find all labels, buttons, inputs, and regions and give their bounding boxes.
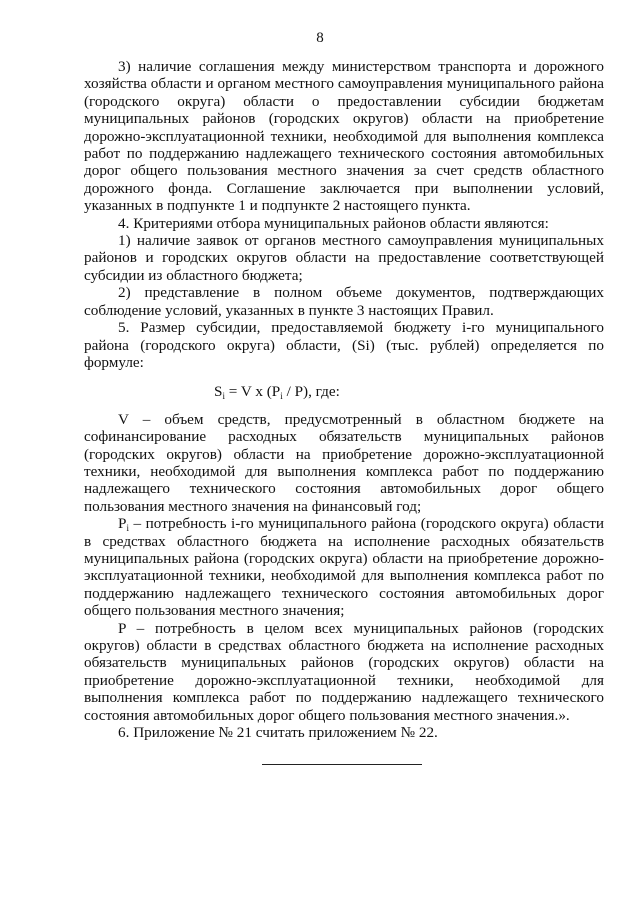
formula-end: / P), где: (282, 383, 340, 401)
paragraph-criteria-1: 1) наличие заявок от органов местного самоуправления муниципальных районов и городских округов области на предоставление соответствующей субсидии из областного бюджета; (84, 232, 604, 284)
formula-middle: = V x (P (224, 383, 281, 401)
definition-p: P – потребность в целом всех муниципальных районов (городских округов) области в средствах областного бюджета на исполнение расходных обязательств муниципальных районов (городских округов) области на приобретение дорожно-эксплуатационной техники, необходимой для выполнения комплекса работ по поддержанию надлежащего технического состояния автомобильных дорог общего пользования местного значения.». (84, 619, 604, 724)
paragraph-3-agreement: 3) наличие соглашения между министерством транспорта и дорожного хозяйства области и органом местного самоуправления муниципального района (городского округа) области о предоставлении субсидии бюджетам муниципальных районов (городских округов) области на приобретение дорожно-эксплуатационной техники, необходимой для выполнения комплекса работ по поддержанию надлежащего технического состояния автомобильных дорог общего пользования местного значения за счет средств областного дорожного фонда. Соглашение заключается при выполнении условий, указанных в подпункте 1 и подпункте 2 настоящего пункта. (84, 58, 604, 215)
subsidy-formula (84, 383, 604, 400)
paragraph-criteria-2: 2) представление в полном объеме документов, подтверждающих соблюдение условий, указанных в пункте 3 настоящих Правил. (84, 284, 604, 319)
definition-pi (84, 515, 604, 619)
definition-pi-text: – потребность i-го муниципального района (городского округа) области в средствах областного бюджета на исполнение расходных обязательств муниципальных района (городских округа) области на приобретение дорожно-эксплуатационной техники, необходимой для выполнения комплекса работ по поддержанию надлежащего технического состояния автомобильных дорог общего пользования местного значения; (84, 515, 604, 620)
definition-v: V – объем средств, предусмотренный в областном бюджете на софинансирование расходных обязательств муниципальных районов (городских округов) области на приобретение дорожно-эксплуатационной техники, необходимой для выполнения комплекса работ по поддержанию надлежащего технического состояния автомобильных дорог общего пользования местного значения на финансовый год; (84, 410, 604, 515)
formula-p-subscript: i (280, 391, 283, 402)
paragraph-4-criteria: 4. Критериями отбора муниципальных районов области являются: (118, 214, 549, 232)
formula-s: S (214, 383, 223, 401)
end-divider-line (262, 764, 422, 765)
definition-pi-symbol: P (118, 515, 127, 533)
paragraph-5-subsidy-size: 5. Размер субсидии, предоставляемой бюджету i-го муниципального района (городского округа) области, (Si) (тыс. рублей) определяется по формуле: (84, 319, 604, 371)
paragraph-6-appendix: 6. Приложение № 21 считать приложением № 22. (118, 724, 438, 742)
formula-s-subscript: i (222, 391, 225, 402)
page-number: 8 (316, 30, 324, 46)
document-body (84, 58, 604, 741)
definition-pi-subscript: i (126, 523, 129, 534)
